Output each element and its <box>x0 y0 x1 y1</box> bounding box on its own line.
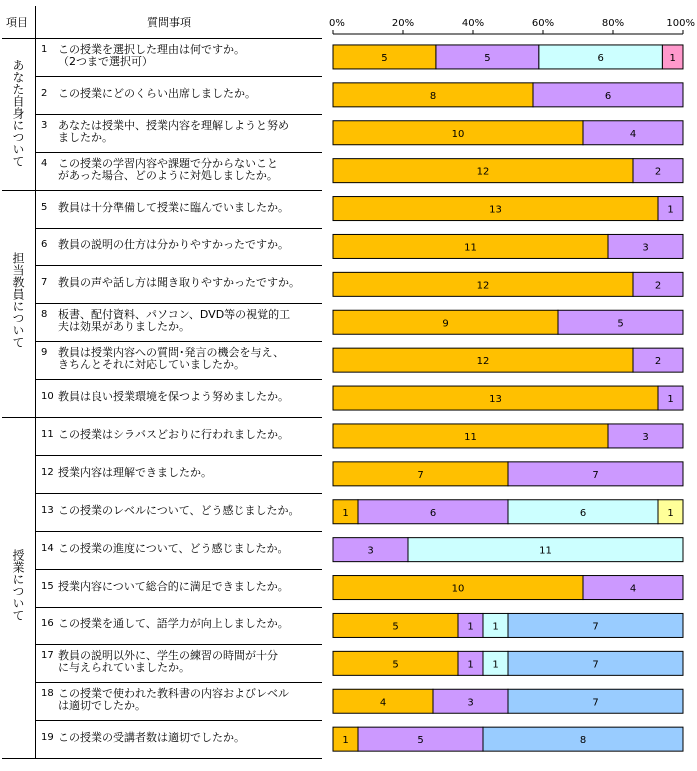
question-number: 19 <box>41 732 54 744</box>
question-number: 12 <box>41 466 54 478</box>
data-label: 3 <box>467 697 474 709</box>
question-text: この授業の受講者数は適切でしたか。 <box>58 731 245 745</box>
question-text: 授業内容は理解できましたか。 <box>58 465 212 479</box>
question-text: この授業で使われた教科書の内容およびレベル は適切でしたか。 <box>58 687 289 713</box>
data-label: 5 <box>381 52 388 64</box>
data-label: 9 <box>442 318 449 330</box>
data-label: 6 <box>604 90 612 102</box>
question-number: 10 <box>41 391 54 403</box>
data-label: 6 <box>579 507 587 519</box>
data-label: 12 <box>476 280 490 292</box>
data-label: 5 <box>484 52 491 64</box>
question-text: 授業内容について総合的に満足できましたか。 <box>58 579 289 593</box>
question-text: 教員の声や話し方は聞き取りやすかったですか。 <box>58 276 300 290</box>
data-label: 1 <box>667 204 674 216</box>
x-tick-label: 100% <box>666 18 695 29</box>
data-label: 6 <box>429 507 437 519</box>
x-tick-label: 20% <box>391 18 415 29</box>
question-number: 3 <box>41 119 48 131</box>
data-label: 7 <box>592 621 599 633</box>
data-label: 6 <box>597 52 604 64</box>
data-label: 1 <box>669 52 676 64</box>
header-category: 項目 <box>6 16 28 29</box>
data-label: 5 <box>392 659 399 671</box>
question-number: 16 <box>41 618 54 630</box>
data-label: 7 <box>592 697 599 709</box>
question-text: この授業の進度について、どう感じましたか。 <box>58 541 289 555</box>
question-text: この授業にどのくらい出席しましたか。 <box>58 86 256 100</box>
question-number: 17 <box>41 650 54 662</box>
question-number: 5 <box>41 201 48 213</box>
data-label: 2 <box>654 166 662 178</box>
data-label: 8 <box>429 90 437 102</box>
x-tick-label: 80% <box>601 18 625 29</box>
question-text: この授業の学習内容や課題で分からないこと があった場合、どのように対処しましたか。 <box>58 156 278 182</box>
question-text: この授業はシラバスどおりに行われましたか。 <box>58 427 289 441</box>
data-label: 8 <box>579 735 587 747</box>
data-label: 1 <box>467 621 474 633</box>
question-number: 9 <box>41 347 48 359</box>
data-label: 7 <box>592 659 599 671</box>
data-label: 3 <box>367 545 374 557</box>
data-label: 1 <box>467 659 474 671</box>
question-text: 教員の説明以外に、学生の練習の時間が十分 に与えられていましたか。 <box>58 649 278 675</box>
header-question: 質問事項 <box>147 16 191 29</box>
question-number: 7 <box>41 277 48 289</box>
data-label: 11 <box>464 431 477 443</box>
data-label: 1 <box>492 659 499 671</box>
question-number: 15 <box>41 580 54 592</box>
data-label: 1 <box>342 507 349 519</box>
data-label: 4 <box>629 128 637 140</box>
data-label: 13 <box>489 204 502 216</box>
x-tick-label: 60% <box>531 18 555 29</box>
data-label: 10 <box>451 583 465 595</box>
question-number: 8 <box>41 309 48 321</box>
question-text: この授業のレベルについて、どう感じましたか。 <box>58 503 300 517</box>
question-number: 11 <box>41 428 54 440</box>
question-text: 教員は良い授業環境を保つよう努めましたか。 <box>58 390 289 404</box>
question-number: 2 <box>41 87 48 99</box>
data-label: 12 <box>476 166 490 178</box>
data-label: 1 <box>342 735 349 747</box>
x-tick-label: 0% <box>329 18 345 29</box>
data-label: 5 <box>417 735 424 747</box>
data-label: 5 <box>617 318 624 330</box>
x-tick-label: 40% <box>461 18 485 29</box>
data-label: 2 <box>654 356 662 368</box>
data-label: 5 <box>392 621 399 633</box>
data-label: 7 <box>592 469 599 481</box>
data-label: 12 <box>476 356 490 368</box>
data-label: 2 <box>654 280 662 292</box>
data-label: 4 <box>379 697 387 709</box>
question-number: 14 <box>41 542 54 554</box>
data-label: 1 <box>667 394 674 406</box>
question-number: 4 <box>41 157 48 169</box>
question-text: 教員は十分準備して授業に臨んでいましたか。 <box>58 200 289 214</box>
data-label: 3 <box>642 431 649 443</box>
data-label: 4 <box>629 583 637 595</box>
question-text: 教員は授業内容への質問･発言の機会を与え、 きちんとそれに対応していましたか。 <box>58 346 285 372</box>
data-label: 7 <box>417 469 424 481</box>
question-text: この授業を通して、語学力が向上しましたか。 <box>58 617 289 631</box>
data-label: 1 <box>492 621 499 633</box>
data-label: 1 <box>667 507 674 519</box>
category-self: あなた自身について <box>11 59 25 167</box>
question-text: あなたは授業中、授業内容を理解しようと努め ましたか。 <box>58 118 289 144</box>
question-text: この授業を選択した理由は何ですか。 （2つまで選択可） <box>58 42 245 68</box>
question-text: 教員の説明の仕方は分かりやすかったですか。 <box>58 238 289 252</box>
question-number: 6 <box>41 239 48 251</box>
category-teacher: 担当教員について <box>11 252 25 348</box>
question-number: 1 <box>41 43 48 55</box>
data-label: 11 <box>539 545 552 557</box>
data-label: 11 <box>464 242 477 254</box>
category-class: 授業について <box>11 549 25 621</box>
question-number: 18 <box>41 688 54 700</box>
data-label: 10 <box>451 128 465 140</box>
data-label: 13 <box>489 394 502 406</box>
question-number: 13 <box>41 504 54 516</box>
data-label: 3 <box>642 242 649 254</box>
question-text: 板書、配付資料、パソコン、DVD等の視覚的工 夫は効果がありましたか。 <box>58 308 291 334</box>
